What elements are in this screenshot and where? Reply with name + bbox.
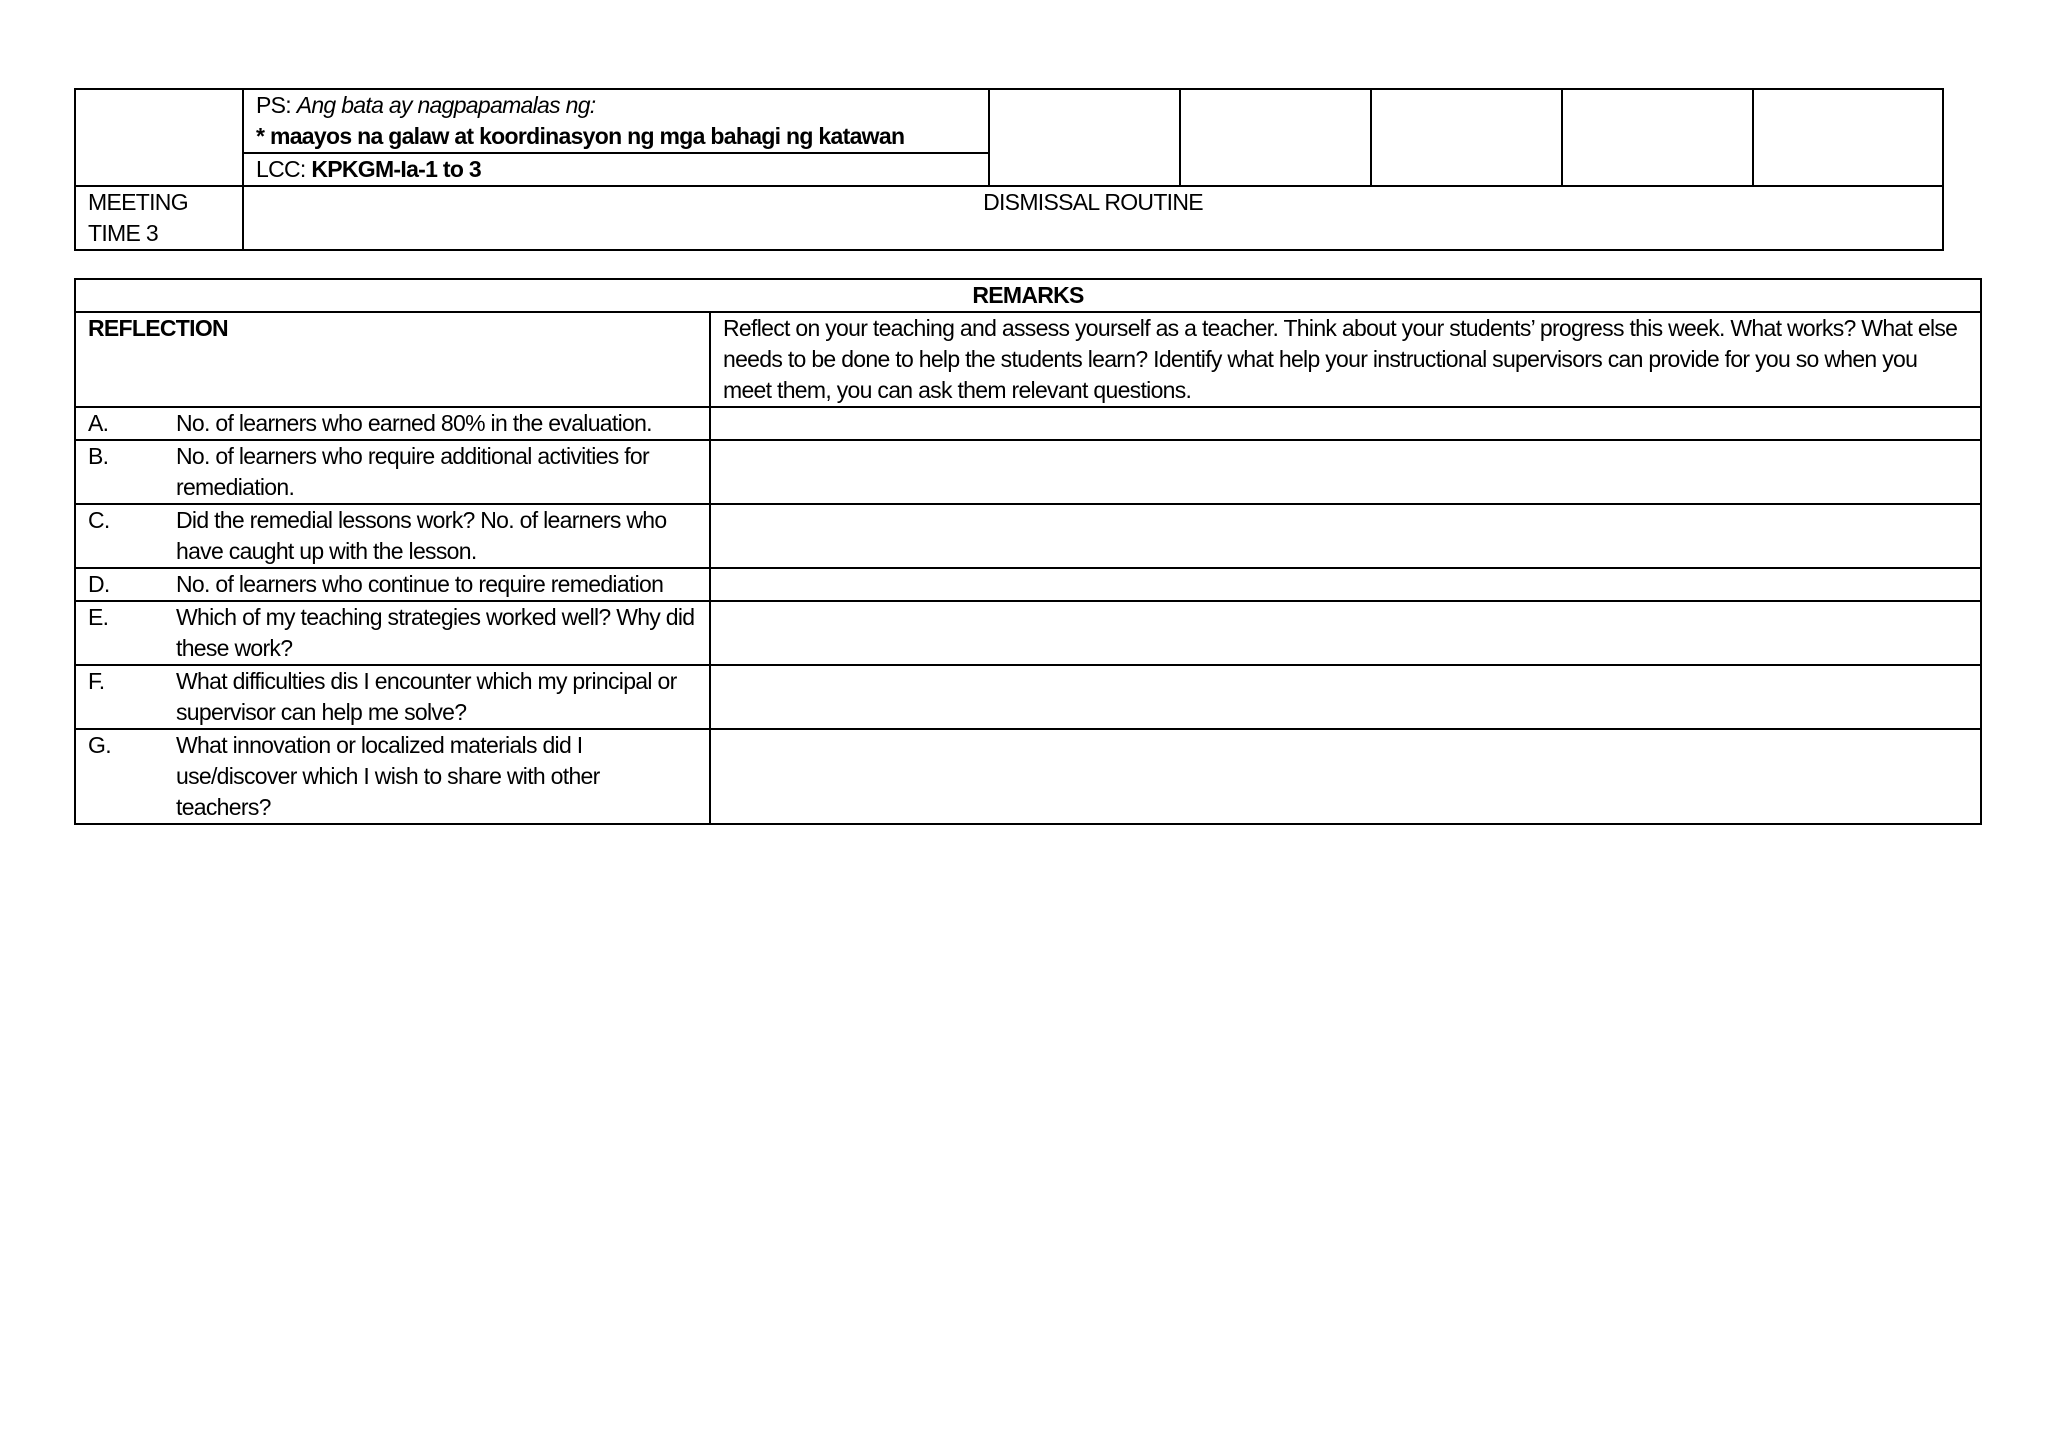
dismissal-routine-cell	[243, 186, 1943, 250]
question-row-a: A. No. of learners who earned 80% in the evaluation.	[75, 407, 710, 440]
dismissal-routine-text: DISMISSAL ROUTINE	[983, 189, 1203, 215]
lcc-code: KPKGM-Ia-1 to 3	[311, 156, 481, 182]
answer-cell-f[interactable]	[710, 665, 1981, 729]
question-row-e: E. Which of my teaching strategies worked well? Why did these work?	[75, 601, 710, 665]
question-row-f: F. What difficulties dis I encounter which my principal or supervisor can help me solve?	[75, 665, 710, 729]
question-row-d: D. No. of learners who continue to require remediation	[75, 568, 710, 601]
ps-text: Ang bata ay nagpapamalas ng:	[296, 92, 596, 118]
question-row-c: C. Did the remedial lessons work? No. of learners who have caught up with the lesson.	[75, 504, 710, 568]
answer-cell-e[interactable]	[710, 601, 1981, 665]
blank-label-cell	[75, 89, 243, 186]
meeting-time-label	[75, 186, 243, 250]
meeting-label-line1: MEETING	[88, 189, 188, 215]
ps-cell	[243, 89, 989, 153]
answer-cell-a[interactable]	[710, 407, 1981, 440]
ps-label: PS:	[256, 92, 291, 118]
day-cell-5	[1753, 89, 1943, 186]
lcc-cell	[243, 153, 989, 186]
remarks-title: REMARKS	[75, 279, 1981, 312]
day-cell-1	[989, 89, 1180, 186]
lesson-plan-table	[74, 88, 1944, 251]
day-cell-4	[1562, 89, 1753, 186]
meeting-label-line2: TIME 3	[88, 220, 158, 246]
answer-cell-g[interactable]	[710, 729, 1981, 824]
question-row-b: B. No. of learners who require additional activities for remediation.	[75, 440, 710, 504]
ps-item: * maayos na galaw at koordinasyon ng mga bahagi ng katawan	[256, 123, 905, 149]
remarks-table	[74, 278, 1982, 825]
day-cell-3	[1371, 89, 1562, 186]
answer-cell-c[interactable]	[710, 504, 1981, 568]
answer-cell-b[interactable]	[710, 440, 1981, 504]
reflection-label: REFLECTION	[75, 312, 710, 407]
day-cell-2	[1180, 89, 1371, 186]
answer-cell-d[interactable]	[710, 568, 1981, 601]
reflection-prompt: Reflect on your teaching and assess yourself as a teacher. Think about your students’ progress this week. What works? What else needs to be done to help the students learn? Identify what help your instructional supervisors can provide for you so when you meet them, you can ask them relevant questions.	[710, 312, 1981, 407]
question-row-g: G. What innovation or localized materials did I use/discover which I wish to share with other teachers?	[75, 729, 710, 824]
lcc-label: LCC:	[256, 156, 306, 182]
